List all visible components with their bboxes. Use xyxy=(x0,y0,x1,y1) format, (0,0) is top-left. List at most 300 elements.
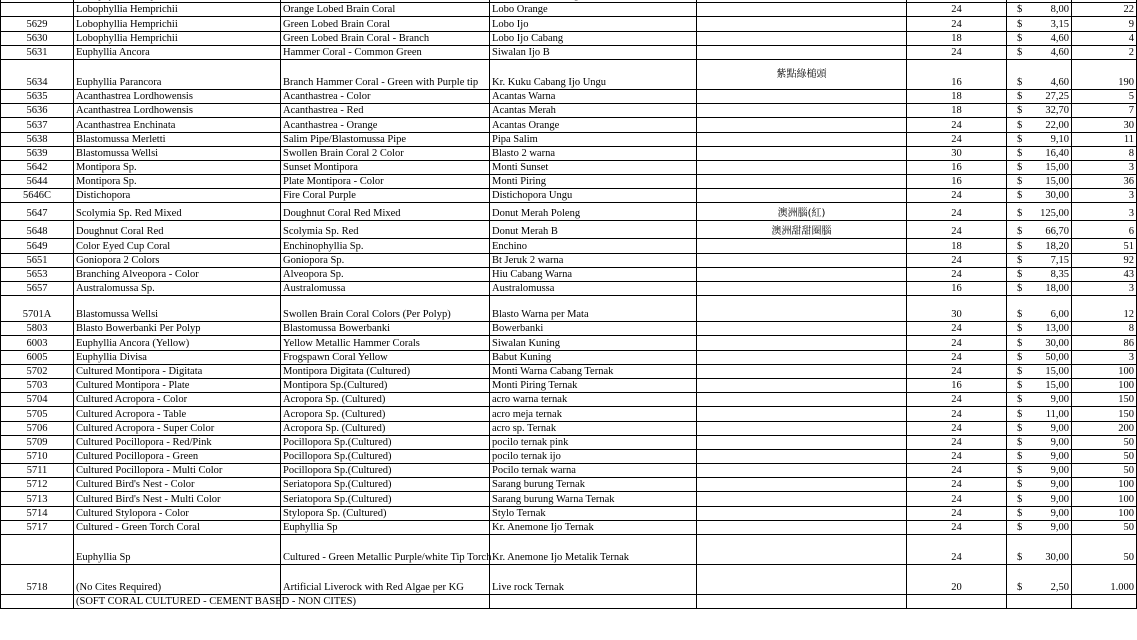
english-name-cell: Euphyllia Sp xyxy=(281,520,490,534)
local-name-cell: Sarang burung Warna Ternak xyxy=(490,492,697,506)
chinese-name-cell xyxy=(697,239,907,253)
item-code-cell: 5709 xyxy=(1,435,74,449)
local-name-cell: Monti Piring Ternak xyxy=(490,378,697,392)
chinese-name-cell xyxy=(697,435,907,449)
table-row xyxy=(1,464,1137,478)
latin-name-cell: Cultured - Green Torch Coral xyxy=(74,520,281,534)
english-name-cell: Acropora Sp. (Cultured) xyxy=(281,421,490,435)
item-code-cell: 5648 xyxy=(1,221,74,239)
local-name-cell: Donut Merah Poleng xyxy=(490,203,697,221)
price-cell xyxy=(1007,3,1072,17)
table-body xyxy=(1,0,1137,609)
price-value: 8,35 xyxy=(1050,269,1069,280)
item-code-cell: 5644 xyxy=(1,175,74,189)
english-name-cell: Green Lobed Brain Coral - Branch xyxy=(281,31,490,45)
latin-name-cell: Cultured Acropora - Table xyxy=(74,407,281,421)
latin-name-cell: Color Eyed Cup Coral xyxy=(74,239,281,253)
item-code-cell: 5651 xyxy=(1,253,74,267)
item-code-cell: 5702 xyxy=(1,364,74,378)
size-cell: 24 xyxy=(907,535,1007,565)
quantity-cell: 2 xyxy=(1072,45,1137,59)
price-value: 66,70 xyxy=(1045,226,1069,238)
latin-name-cell: Cultured Stylopora - Color xyxy=(74,506,281,520)
chinese-name-cell xyxy=(697,350,907,364)
table-row xyxy=(1,435,1137,449)
size-cell: 16 xyxy=(907,59,1007,89)
english-name-cell: Swollen Brain Coral 2 Color xyxy=(281,146,490,160)
price-cell xyxy=(1007,535,1072,565)
chinese-name-cell xyxy=(697,407,907,421)
item-code-cell: 5639 xyxy=(1,146,74,160)
currency-symbol: $ xyxy=(1017,422,1023,434)
chinese-name-cell xyxy=(697,59,907,89)
price-cell xyxy=(1007,449,1072,463)
item-code-cell: 5629 xyxy=(1,17,74,31)
size-cell: 18 xyxy=(907,104,1007,118)
chinese-name-cell xyxy=(697,535,907,565)
table-row xyxy=(1,364,1137,378)
table-row xyxy=(1,535,1137,565)
size-cell: 24 xyxy=(907,203,1007,221)
item-code-cell: 5710 xyxy=(1,449,74,463)
local-name-cell: Stylo Ternak xyxy=(490,506,697,520)
currency-symbol: $ xyxy=(1017,365,1023,377)
table-row xyxy=(1,175,1137,189)
quantity-cell: 150 xyxy=(1072,393,1137,407)
local-name-cell: Pocilo ternak warna xyxy=(490,464,697,478)
currency-symbol: $ xyxy=(1017,46,1023,58)
price-value: 18,00 xyxy=(1045,283,1069,295)
currency-symbol: $ xyxy=(1017,582,1023,593)
size-cell: 24 xyxy=(907,221,1007,239)
price-cell xyxy=(1007,17,1072,31)
chinese-name-cell xyxy=(697,296,907,322)
chinese-name-cell xyxy=(697,132,907,146)
latin-name-cell: Blasto Bowerbanki Per Polyp xyxy=(74,322,281,336)
quantity-cell: 1.000 xyxy=(1072,565,1137,595)
currency-symbol: $ xyxy=(1017,190,1023,202)
price-value: 8,00 xyxy=(1050,4,1069,16)
chinese-name-cell xyxy=(697,393,907,407)
item-code-cell: 5706 xyxy=(1,421,74,435)
quantity-cell: 190 xyxy=(1072,59,1137,89)
quantity-cell: 50 xyxy=(1072,535,1137,565)
currency-symbol: $ xyxy=(1017,32,1023,44)
price-cell xyxy=(1007,296,1072,322)
currency-symbol: $ xyxy=(1017,337,1023,349)
price-cell xyxy=(1007,364,1072,378)
item-code-cell: 5718 xyxy=(1,565,74,595)
latin-name-cell: Australomussa Sp. xyxy=(74,282,281,296)
item-code-cell xyxy=(1,535,74,565)
currency-symbol: $ xyxy=(1017,119,1023,131)
chinese-name-cell xyxy=(697,253,907,267)
table-row xyxy=(1,520,1137,534)
size-cell: 24 xyxy=(907,3,1007,17)
latin-name-cell: Euphyllia Parancora xyxy=(74,59,281,89)
chinese-name-cell xyxy=(697,146,907,160)
size-cell: 24 xyxy=(907,464,1007,478)
english-name-cell: Swollen Brain Coral Colors (Per Polyp) xyxy=(281,296,490,322)
latin-name-cell: Montipora Sp. xyxy=(74,160,281,174)
size-cell: 18 xyxy=(907,31,1007,45)
quantity-cell: 3 xyxy=(1072,350,1137,364)
latin-name-cell: Doughnut Coral Red xyxy=(74,221,281,239)
price-value: 9,00 xyxy=(1050,451,1069,463)
price-value: 18,20 xyxy=(1045,240,1069,252)
table-row xyxy=(1,506,1137,520)
chinese-name-cell xyxy=(697,421,907,435)
latin-name-cell: Cultured Bird's Nest - Multi Color xyxy=(74,492,281,506)
item-code-cell: 5705 xyxy=(1,407,74,421)
local-name-cell: pocilo ternak ijo xyxy=(490,449,697,463)
price-value: 7,15 xyxy=(1050,254,1069,266)
price-value: 22,00 xyxy=(1045,119,1069,131)
currency-symbol: $ xyxy=(1017,408,1023,420)
size-cell: 24 xyxy=(907,17,1007,31)
local-name-cell: pocilo ternak pink xyxy=(490,435,697,449)
table-row xyxy=(1,221,1137,239)
local-name-cell: Sarang burung Ternak xyxy=(490,478,697,492)
price-value: 27,25 xyxy=(1045,91,1069,103)
currency-symbol: $ xyxy=(1017,176,1023,188)
local-name-cell: Blasto 2 warna xyxy=(490,146,697,160)
local-name-cell: Bowerbanki xyxy=(490,322,697,336)
english-name-cell: Seriatopora Sp.(Cultured) xyxy=(281,492,490,506)
currency-symbol: $ xyxy=(1017,4,1023,16)
currency-symbol: $ xyxy=(1017,162,1023,174)
quantity-cell: 3 xyxy=(1072,160,1137,174)
size-cell: 30 xyxy=(907,296,1007,322)
item-code-cell: 5717 xyxy=(1,520,74,534)
size-cell: 18 xyxy=(907,89,1007,103)
local-name-cell: Kr. Anemone Ijo Metalik Ternak xyxy=(490,535,697,565)
english-name-cell: Yellow Metallic Hammer Corals xyxy=(281,336,490,350)
currency-symbol: $ xyxy=(1017,351,1023,363)
chinese-name-cell xyxy=(697,267,907,281)
local-name-cell: Kr. Kuku Cabang Ijo Ungu xyxy=(490,59,697,89)
currency-symbol: $ xyxy=(1017,147,1023,159)
local-name-cell: Acantas Warna xyxy=(490,89,697,103)
table-row xyxy=(1,565,1137,595)
english-name-cell: Montipora Sp.(Cultured) xyxy=(281,378,490,392)
local-name-cell: acro sp. Ternak xyxy=(490,421,697,435)
item-code-cell: 5704 xyxy=(1,393,74,407)
currency-symbol: $ xyxy=(1017,465,1023,477)
english-name-cell: Scolymia Sp. Red xyxy=(281,221,490,239)
quantity-cell: 100 xyxy=(1072,378,1137,392)
english-name-cell: Enchinophyllia Sp. xyxy=(281,239,490,253)
size-cell: 24 xyxy=(907,45,1007,59)
currency-symbol: $ xyxy=(1017,91,1023,103)
size-cell: 24 xyxy=(907,322,1007,336)
size-cell: 16 xyxy=(907,378,1007,392)
currency-symbol: $ xyxy=(1017,133,1023,145)
latin-name-cell: Euphyllia Divisa xyxy=(74,350,281,364)
local-name-cell: Babut Kuning xyxy=(490,350,697,364)
price-cell xyxy=(1007,464,1072,478)
chinese-name-cell xyxy=(697,282,907,296)
price-cell xyxy=(1007,565,1072,595)
currency-symbol: $ xyxy=(1017,283,1023,295)
latin-name-cell: Lobophyllia Hemprichii xyxy=(74,31,281,45)
price-value: 4,60 xyxy=(1050,76,1069,88)
currency-symbol: $ xyxy=(1017,436,1023,448)
price-value: 9,00 xyxy=(1050,479,1069,491)
english-name-cell: Seriatopora Sp.(Cultured) xyxy=(281,478,490,492)
size-cell: 24 xyxy=(907,506,1007,520)
chinese-name-cell xyxy=(697,104,907,118)
price-cell xyxy=(1007,189,1072,203)
english-name-cell: Sunset Montipora xyxy=(281,160,490,174)
price-value: 9,00 xyxy=(1050,522,1069,533)
latin-name-cell: Cultured Bird's Nest - Color xyxy=(74,478,281,492)
size-cell: 24 xyxy=(907,492,1007,506)
english-name-cell: Plate Montipora - Color xyxy=(281,175,490,189)
latin-name-cell: Goniopora 2 Colors xyxy=(74,253,281,267)
quantity-cell: 12 xyxy=(1072,296,1137,322)
currency-symbol: $ xyxy=(1017,493,1023,505)
item-code-cell: 5653 xyxy=(1,267,74,281)
price-cell xyxy=(1007,492,1072,506)
local-name-cell: Enchino xyxy=(490,239,697,253)
item-code-cell: 5712 xyxy=(1,478,74,492)
price-cell xyxy=(1007,203,1072,221)
table-row xyxy=(1,132,1137,146)
currency-symbol: $ xyxy=(1017,208,1023,220)
size-cell: 24 xyxy=(907,118,1007,132)
quantity-cell xyxy=(1072,595,1137,609)
table-row xyxy=(1,59,1137,89)
currency-symbol: $ xyxy=(1017,76,1023,88)
price-value: 30,00 xyxy=(1045,552,1069,563)
size-cell: 24 xyxy=(907,364,1007,378)
latin-name-cell: Distichopora xyxy=(74,189,281,203)
price-value: 16,40 xyxy=(1045,147,1069,159)
item-code-cell: 5703 xyxy=(1,378,74,392)
chinese-name-cell xyxy=(697,175,907,189)
quantity-cell: 86 xyxy=(1072,336,1137,350)
quantity-cell: 50 xyxy=(1072,520,1137,534)
item-code-cell: 5638 xyxy=(1,132,74,146)
latin-name-cell: Cultured Acropora - Color xyxy=(74,393,281,407)
local-name-cell: Acantas Orange xyxy=(490,118,697,132)
currency-symbol: $ xyxy=(1017,105,1023,117)
currency-symbol: $ xyxy=(1017,552,1023,563)
currency-symbol: $ xyxy=(1017,507,1023,519)
price-value: 50,00 xyxy=(1045,351,1069,363)
latin-name-cell: Euphyllia Sp xyxy=(74,535,281,565)
currency-symbol: $ xyxy=(1017,309,1023,321)
price-value: 15,00 xyxy=(1045,380,1069,392)
chinese-name-cell xyxy=(697,492,907,506)
price-value xyxy=(1051,0,1069,2)
price-cell xyxy=(1007,506,1072,520)
latin-name-cell: Cultured Acropora - Super Color xyxy=(74,421,281,435)
size-cell: 16 xyxy=(907,282,1007,296)
item-code-cell xyxy=(1,3,74,17)
quantity-cell: 7 xyxy=(1072,104,1137,118)
price-cell xyxy=(1007,45,1072,59)
size-cell: 16 xyxy=(907,160,1007,174)
currency-symbol: $ xyxy=(1017,479,1023,491)
price-cell xyxy=(1007,221,1072,239)
chinese-name-cell xyxy=(697,520,907,534)
table-row xyxy=(1,267,1137,281)
quantity-cell: 11 xyxy=(1072,132,1137,146)
item-code-cell: 5657 xyxy=(1,282,74,296)
quantity-cell: 43 xyxy=(1072,267,1137,281)
price-cell xyxy=(1007,104,1072,118)
price-value: 13,00 xyxy=(1045,323,1069,335)
currency-symbol: $ xyxy=(1017,269,1023,280)
local-name-cell: Acantas Merah xyxy=(490,104,697,118)
english-name-cell: Montipora Digitata (Cultured) xyxy=(281,364,490,378)
price-cell xyxy=(1007,146,1072,160)
quantity-cell: 100 xyxy=(1072,506,1137,520)
item-code-cell: 5635 xyxy=(1,89,74,103)
quantity-cell: 5 xyxy=(1072,89,1137,103)
size-cell: 24 xyxy=(907,189,1007,203)
table-row xyxy=(1,350,1137,364)
chinese-name-cell xyxy=(697,17,907,31)
price-cell xyxy=(1007,31,1072,45)
latin-name-cell: Acanthastrea Enchinata xyxy=(74,118,281,132)
latin-name-cell: Lobophyllia Hemprichii xyxy=(74,3,281,17)
price-value: 15,00 xyxy=(1045,365,1069,377)
chinese-name-cell xyxy=(697,478,907,492)
price-value: 6,00 xyxy=(1050,309,1069,321)
chinese-name-cell: 澳洲腦(紅) xyxy=(697,203,907,221)
currency-symbol: $ xyxy=(1017,18,1023,30)
latin-name-cell: Lobophyllia Hemprichii xyxy=(74,17,281,31)
item-code-cell: 5646C xyxy=(1,189,74,203)
latin-name-cell: Cultured Pocillopora - Green xyxy=(74,449,281,463)
local-name-cell: Distichopora Ungu xyxy=(490,189,697,203)
table-row xyxy=(1,449,1137,463)
local-name-cell: Kr. Anemone Ijo Ternak xyxy=(490,520,697,534)
quantity-cell: 100 xyxy=(1072,478,1137,492)
size-cell: 24 xyxy=(907,449,1007,463)
price-cell xyxy=(1007,175,1072,189)
latin-name-cell: (SOFT CORAL CULTURED - CEMENT BASED - NON CITES) xyxy=(74,595,281,609)
price-cell xyxy=(1007,595,1072,609)
currency-symbol xyxy=(1009,0,1022,2)
size-cell: 24 xyxy=(907,267,1007,281)
latin-name-cell: Cultured Pocillopora - Multi Color xyxy=(74,464,281,478)
item-code-cell: 5636 xyxy=(1,104,74,118)
currency-symbol: $ xyxy=(1017,380,1023,392)
local-name-cell xyxy=(490,595,697,609)
latin-name-cell: (No Cites Required) xyxy=(74,565,281,595)
price-cell xyxy=(1007,407,1072,421)
table-row xyxy=(1,31,1137,45)
latin-name-cell: Scolymia Sp. Red Mixed xyxy=(74,203,281,221)
english-name-cell: Frogspawn Coral Yellow xyxy=(281,350,490,364)
item-code-cell: 6005 xyxy=(1,350,74,364)
table-row xyxy=(1,421,1137,435)
price-cell xyxy=(1007,89,1072,103)
local-name-cell: Pipa Salim xyxy=(490,132,697,146)
currency-symbol: $ xyxy=(1017,394,1023,406)
price-cell xyxy=(1007,350,1072,364)
table-row xyxy=(1,160,1137,174)
currency-symbol: $ xyxy=(1017,226,1023,238)
quantity-cell: 3 xyxy=(1072,203,1137,221)
local-name-cell: Australomussa xyxy=(490,282,697,296)
item-code-cell: 5631 xyxy=(1,45,74,59)
item-code-cell: 5803 xyxy=(1,322,74,336)
quantity-cell: 50 xyxy=(1072,435,1137,449)
item-code-cell: 6003 xyxy=(1,336,74,350)
size-cell xyxy=(907,595,1007,609)
english-name-cell: Blastomussa Bowerbanki xyxy=(281,322,490,336)
item-code-cell: 5713 xyxy=(1,492,74,506)
quantity-cell: 150 xyxy=(1072,407,1137,421)
price-value: 15,00 xyxy=(1045,162,1069,174)
price-cell xyxy=(1007,322,1072,336)
price-value: 11,00 xyxy=(1045,408,1069,420)
table-row xyxy=(1,118,1137,132)
english-name-cell: Doughnut Coral Red Mixed xyxy=(281,203,490,221)
quantity-cell: 51 xyxy=(1072,239,1137,253)
table-row xyxy=(1,104,1137,118)
local-name-cell: acro warna ternak xyxy=(490,393,697,407)
currency-symbol: $ xyxy=(1017,451,1023,463)
latin-name-cell: Blastomussa Wellsi xyxy=(74,146,281,160)
size-cell: 24 xyxy=(907,132,1007,146)
price-value: 2,50 xyxy=(1050,582,1069,593)
price-cell xyxy=(1007,378,1072,392)
table-row xyxy=(1,189,1137,203)
price-cell xyxy=(1007,336,1072,350)
table-row xyxy=(1,45,1137,59)
table-row xyxy=(1,378,1137,392)
item-code-cell: 5642 xyxy=(1,160,74,174)
chinese-name-cell xyxy=(697,378,907,392)
english-name-cell: Acanthastrea - Red xyxy=(281,104,490,118)
local-name-cell: Blasto Warna per Mata xyxy=(490,296,697,322)
latin-name-cell: Cultured Pocillopora - Red/Pink xyxy=(74,435,281,449)
english-name-cell: Artificial Liverock with Red Algae per KG xyxy=(281,565,490,595)
english-name-cell: Pocillopora Sp.(Cultured) xyxy=(281,464,490,478)
size-cell: 30 xyxy=(907,146,1007,160)
english-name-cell: Alveopora Sp. xyxy=(281,267,490,281)
price-value: 4,60 xyxy=(1050,46,1069,58)
chinese-name-cell xyxy=(697,189,907,203)
size-cell: 24 xyxy=(907,435,1007,449)
price-value: 32,70 xyxy=(1045,105,1069,117)
chinese-name-cell xyxy=(697,464,907,478)
chinese-name-cell xyxy=(697,31,907,45)
local-name-cell: Monti Warna Cabang Ternak xyxy=(490,364,697,378)
latin-name-cell: Blastomussa Wellsi xyxy=(74,296,281,322)
quantity-cell: 8 xyxy=(1072,322,1137,336)
chinese-name-cell xyxy=(697,506,907,520)
quantity-cell: 8 xyxy=(1072,146,1137,160)
price-value: 30,00 xyxy=(1045,337,1069,349)
table-row xyxy=(1,282,1137,296)
quantity-cell: 100 xyxy=(1072,364,1137,378)
english-name-cell: Acropora Sp. (Cultured) xyxy=(281,407,490,421)
price-value: 9,00 xyxy=(1050,465,1069,477)
chinese-name-text: 紫點綠槌頭 xyxy=(776,68,827,80)
table-row xyxy=(1,478,1137,492)
latin-name-cell: Blastomussa Merletti xyxy=(74,132,281,146)
latin-name-cell: Acanthastrea Lordhowensis xyxy=(74,104,281,118)
table-row xyxy=(1,595,1137,609)
price-value: 9,10 xyxy=(1050,133,1069,145)
